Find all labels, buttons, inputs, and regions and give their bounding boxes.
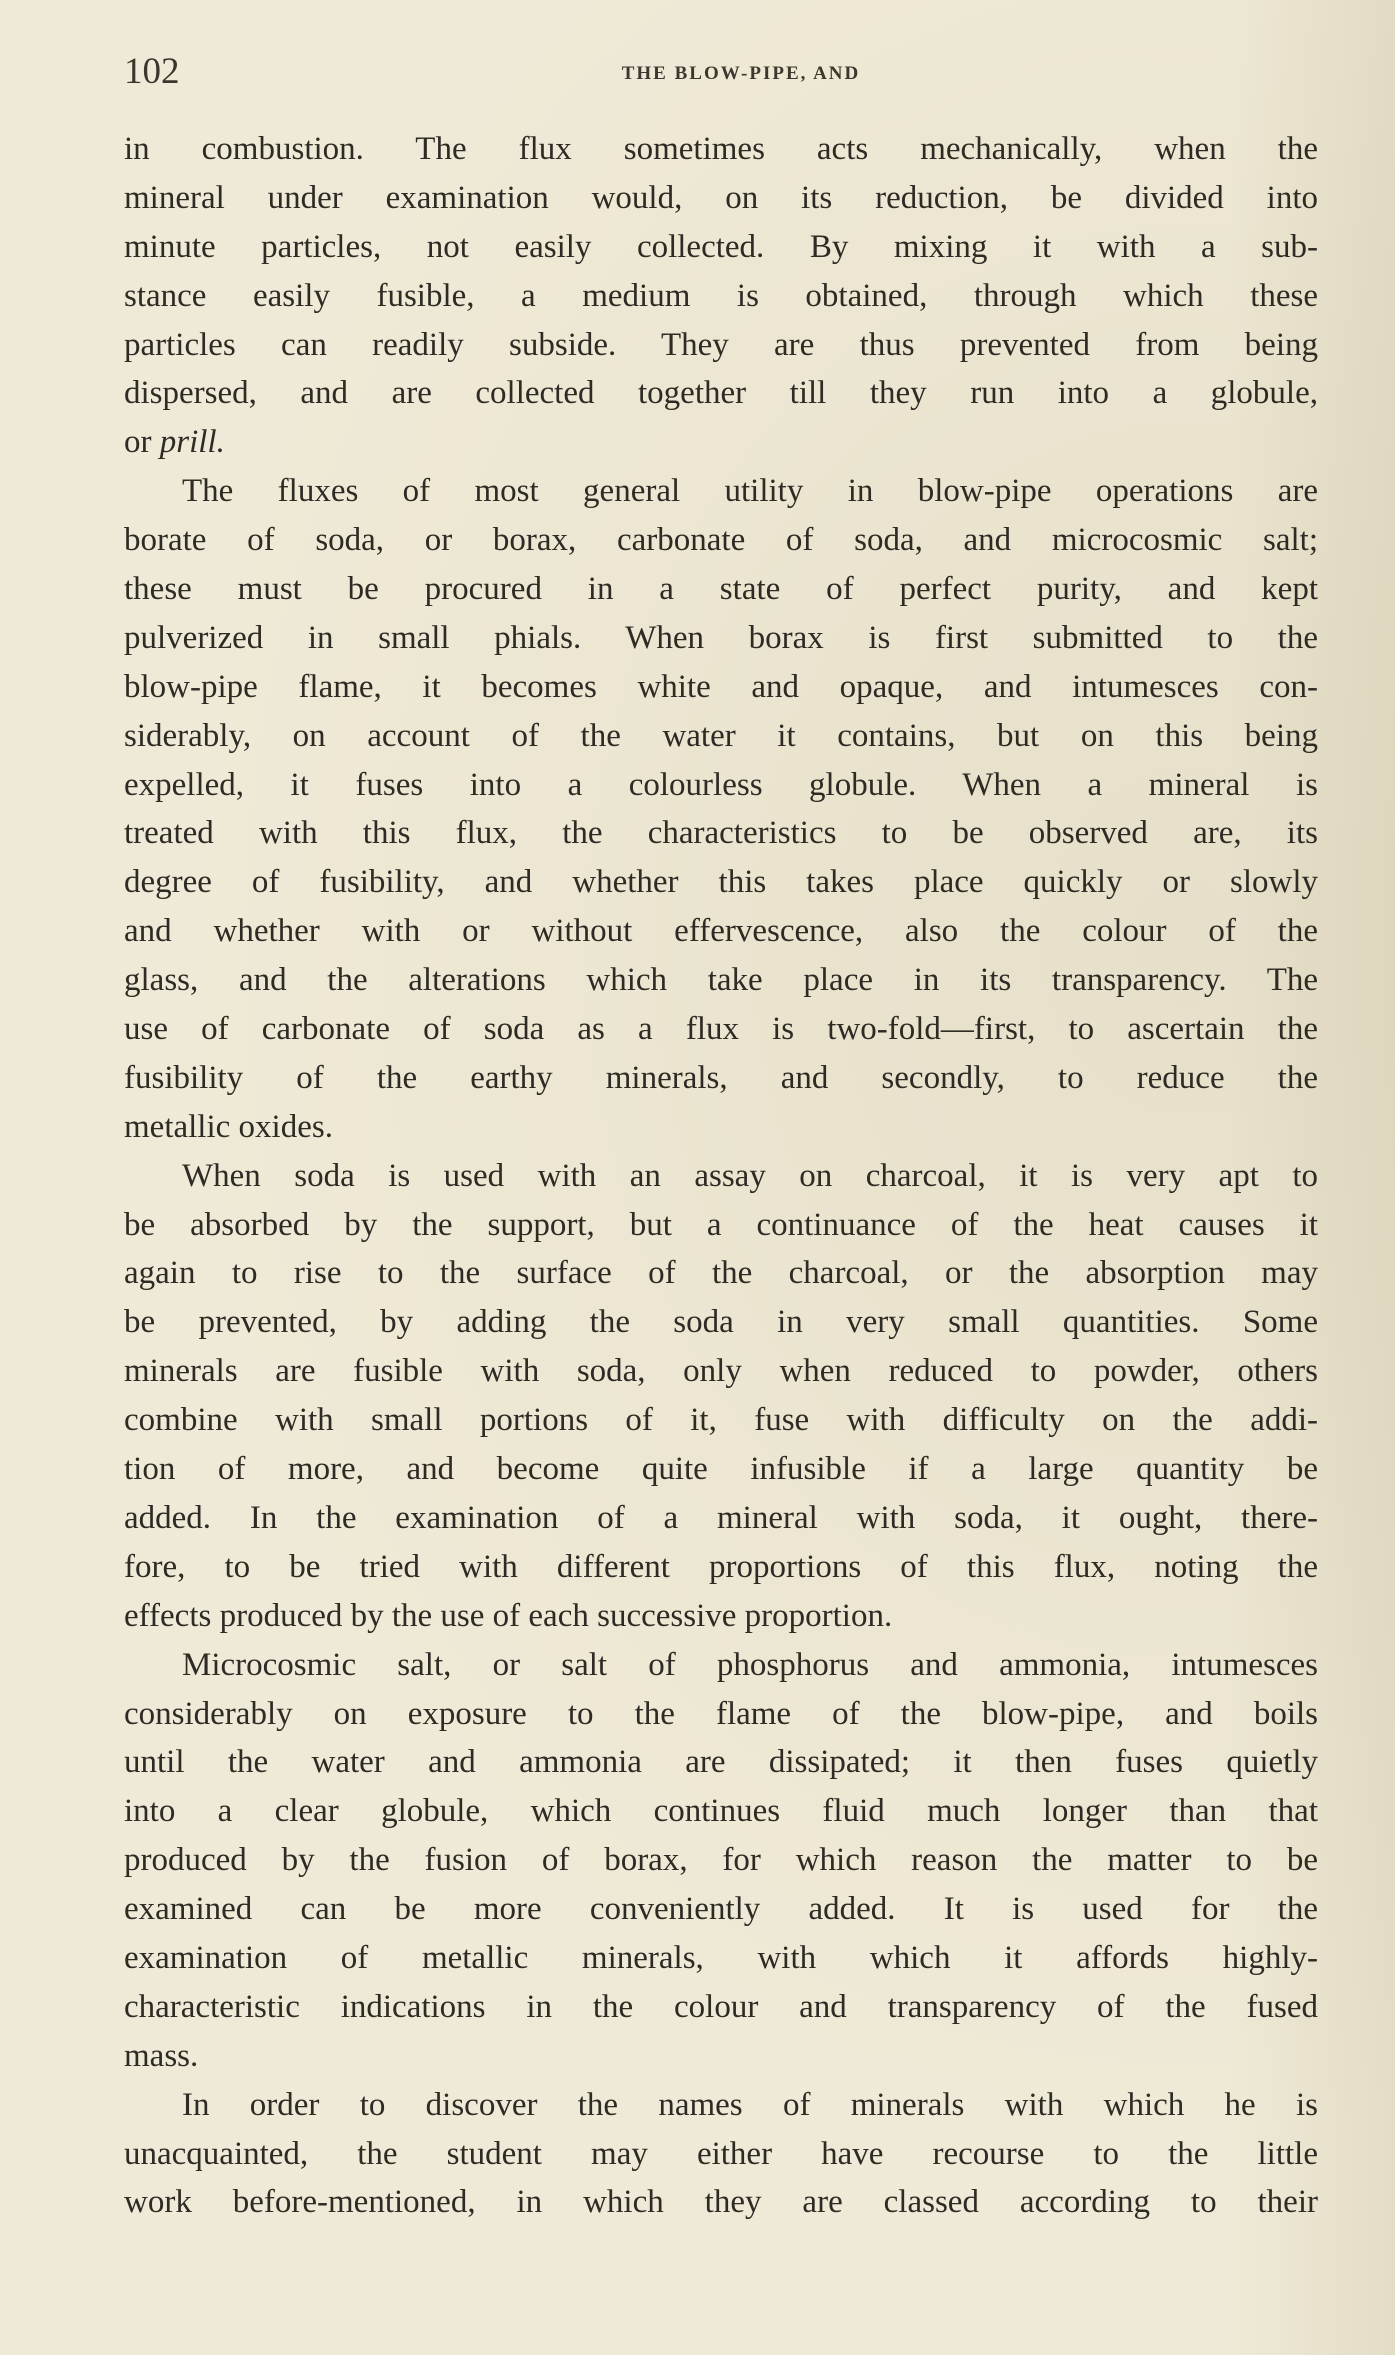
text-line: glass, and the alterations which take place in its transparency. The: [124, 962, 1318, 999]
text-line: these must be procured in a state of perfect purity, and kept: [124, 571, 1318, 608]
text-line: siderably, on account of the water it contains, but on this being: [124, 717, 1318, 754]
text-line: fusibility of the earthy minerals, and secondly, to reduce the: [124, 1059, 1318, 1096]
text-line: borate of soda, or borax, carbonate of soda, and microcosmic salt;: [124, 522, 1318, 559]
paragraph: [124, 1152, 1318, 1641]
text-line: characteristic indications in the colour and transparency of the fused: [124, 1988, 1318, 2025]
text-line: mineral under examination would, on its reduction, be divided into: [124, 179, 1318, 216]
text-line: work before-mentioned, in which they are classed according to their: [124, 2184, 1318, 2221]
paragraph: [124, 125, 1318, 467]
text-line: combine with small portions of it, fuse with difficulty on the addi-: [124, 1402, 1318, 1439]
text-line: The fluxes of most general utility in blow-pipe operations are: [182, 473, 1318, 510]
running-head: [124, 52, 1318, 92]
text-line: degree of fusibility, and whether this takes place quickly or slowly: [124, 864, 1318, 901]
running-title: THE BLOW-PIPE, AND: [621, 63, 861, 84]
text-line: metallic oxides.: [124, 1108, 333, 1145]
text-line: dispersed, and are collected together till they run into a globule,: [124, 375, 1318, 412]
text-line: treated with this flux, the characteristics to be observed are, its: [124, 815, 1318, 852]
text-line: stance easily fusible, a medium is obtained, through which these: [124, 277, 1318, 314]
page-number: 102: [124, 51, 180, 92]
text-line: again to rise to the surface of the charcoal, or the absorption may: [124, 1255, 1318, 1292]
text-line: Microcosmic salt, or salt of phosphorus and ammonia, intumesces: [182, 1646, 1318, 1683]
text-line: be absorbed by the support, but a continuance of the heat causes it: [124, 1206, 1318, 1243]
text-fragment: or: [124, 424, 160, 461]
text-line: examination of metallic minerals, with which it affords highly-: [124, 1939, 1318, 1976]
text-line: minerals are fusible with soda, only when reduced to powder, others: [124, 1353, 1318, 1390]
text-line: minute particles, not easily collected. By mixing it with a sub-: [124, 228, 1318, 265]
text-line: use of carbonate of soda as a flux is two-fold—first, to ascertain the: [124, 1011, 1318, 1048]
text-line: unacquainted, the student may either have recourse to the little: [124, 2135, 1318, 2172]
body-text: [124, 125, 1318, 2227]
paragraph: [124, 2081, 1318, 2228]
text-line: and whether with or without effervescence, also the colour of the: [124, 913, 1318, 950]
text-line: produced by the fusion of borax, for which reason the matter to be: [124, 1842, 1318, 1879]
text-line: In order to discover the names of minerals with which he is: [182, 2086, 1318, 2123]
italic-term: prill.: [159, 424, 225, 461]
text-line: until the water and ammonia are dissipated; it then fuses quietly: [124, 1744, 1318, 1781]
paragraph: [124, 1641, 1318, 2081]
text-line: considerably on exposure to the flame of the blow-pipe, and boils: [124, 1695, 1318, 1732]
text-line: into a clear globule, which continues fluid much longer than that: [124, 1793, 1318, 1830]
text-line: particles can readily subside. They are thus prevented from being: [124, 326, 1318, 363]
text-line: [124, 418, 1318, 467]
text-line: fore, to be tried with different proportions of this flux, noting the: [124, 1548, 1318, 1585]
text-line: added. In the examination of a mineral with soda, it ought, there-: [124, 1499, 1318, 1536]
text-line: be prevented, by adding the soda in very small quantities. Some: [124, 1304, 1318, 1341]
text-line: examined can be more conveniently added. It is used for the: [124, 1891, 1318, 1928]
text-line: in combustion. The flux sometimes acts mechanically, when the: [124, 131, 1318, 167]
text-line: pulverized in small phials. When borax is first submitted to the: [124, 619, 1318, 656]
text-line: blow-pipe flame, it becomes white and opaque, and intumesces con-: [124, 668, 1318, 705]
text-line: effects produced by the use of each successive proportion.: [124, 1597, 893, 1634]
text-line: mass.: [124, 2037, 199, 2074]
paragraph: [124, 467, 1318, 1151]
text-line: tion of more, and become quite infusible if a large quantity be: [124, 1451, 1318, 1488]
text-line: expelled, it fuses into a colourless globule. When a mineral is: [124, 766, 1318, 803]
text-line: When soda is used with an assay on charcoal, it is very apt to: [182, 1157, 1318, 1194]
